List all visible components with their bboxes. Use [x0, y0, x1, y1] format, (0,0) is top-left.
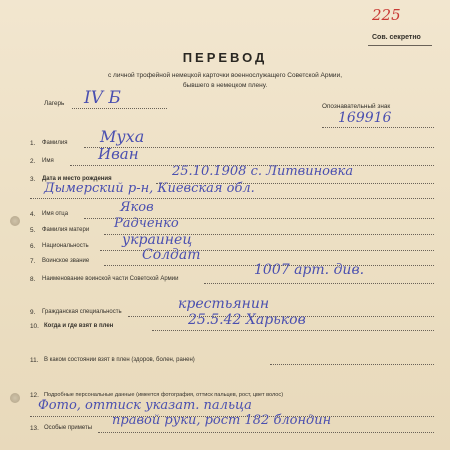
field-8-label: Наименование воинской части Советской Армии — [42, 276, 179, 282]
tag-value: 169916 — [338, 110, 392, 126]
field-11-label: В каком состоянии взят в плен (здоров, болен, ранен) — [44, 357, 195, 363]
field-5-number: 5. — [30, 227, 36, 234]
field-4-label: Имя отца — [42, 211, 69, 217]
field-8-value: 1007 арт. див. — [254, 262, 365, 278]
field-9-value: крестьянин — [178, 296, 270, 312]
field-10-label: Когда и где взят в плен — [44, 323, 114, 329]
field-6-label: Национальность — [42, 243, 89, 249]
field-13-number: 13. — [30, 425, 39, 432]
camp-label: Лагерь — [44, 100, 65, 107]
field-6-number: 6. — [30, 243, 36, 250]
classification-label: Сов. секретно — [372, 34, 421, 41]
field-7-label: Воинское звание — [42, 258, 90, 264]
field-9-number: 9. — [30, 309, 36, 316]
field-2-label: Имя — [42, 158, 54, 164]
field-12-value: Фото, оттиск указат. пальца — [38, 398, 252, 413]
punch-hole-lower — [10, 393, 20, 403]
field-12-number: 12. — [30, 392, 39, 399]
field-3-value-line2: Дымерский р-н, Киевская обл. — [44, 181, 255, 196]
field-10-value: 25.5.42 Харьков — [188, 312, 306, 328]
field-9-label: Гражданская специальность — [42, 309, 122, 315]
document-subtitle-line2: бывшего в немецком плену. — [182, 82, 268, 89]
punch-hole-upper — [10, 216, 20, 226]
field-13-label: Особые приметы — [44, 425, 93, 431]
field-4-value: Яков — [120, 200, 154, 215]
field-3-value: 25.10.1908 с. Литвиновка — [172, 164, 354, 179]
field-12-label: Подробные персональные данные (имеется фотография, оттиск пальцев, рост, цвет волос) — [44, 392, 284, 398]
field-11-number: 11. — [30, 357, 39, 364]
field-3-number: 3. — [30, 176, 36, 183]
tag-label: Опознавательный знак — [322, 103, 391, 110]
field-2-number: 2. — [30, 158, 36, 165]
field-1-number: 1. — [30, 140, 36, 147]
field-10-number: 10. — [30, 323, 39, 330]
archive-number: 225 — [372, 6, 401, 24]
field-4-number: 4. — [30, 211, 36, 218]
field-13-value: правой руки, рост 182 блондин — [112, 413, 332, 428]
document-subtitle-line1: с личной трофейной немецкой карточки военнослужащего Советской Армии, — [107, 72, 343, 79]
field-5-value: Радченко — [114, 216, 179, 231]
field-6-value: украинец — [122, 232, 193, 248]
field-1-value: Муха — [100, 127, 145, 146]
field-2-value: Иван — [98, 145, 139, 163]
camp-value: IV Б — [84, 88, 121, 108]
field-1-label: Фамилия — [42, 140, 68, 146]
field-8-number: 8. — [30, 276, 36, 283]
field-7-number: 7. — [30, 258, 36, 265]
document-title: ПЕРЕВОД — [182, 50, 268, 65]
field-3-label: Дата и место рождения — [42, 176, 112, 182]
field-5-label: Фамилия матери — [42, 227, 90, 233]
field-7-value: Солдат — [142, 247, 201, 263]
